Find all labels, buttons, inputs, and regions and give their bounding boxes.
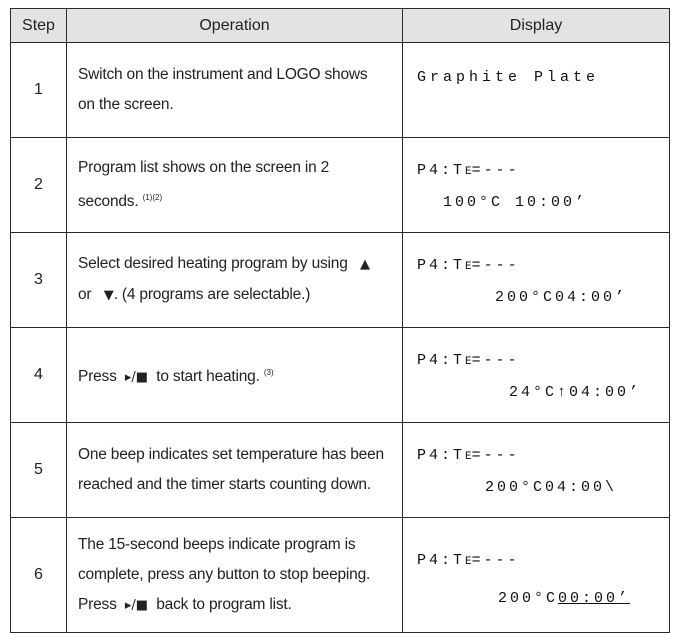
display-cell <box>403 423 670 518</box>
header-display: Display <box>403 9 670 43</box>
display-cell <box>403 138 670 233</box>
display-line: P4:TE=--- <box>417 162 520 179</box>
operation-text: reached and the timer starts counting down. <box>78 476 371 493</box>
display-line: P4:TE=--- <box>417 257 520 274</box>
table-row <box>11 328 670 423</box>
operation-cell <box>67 233 403 328</box>
table-row <box>11 518 670 633</box>
operation-text: The 15-second beeps indicate program is <box>78 535 356 553</box>
footnote-ref: (3) <box>263 367 274 377</box>
operation-text-wrap <box>78 183 394 217</box>
operation-cell <box>67 138 403 233</box>
display-line: 24°C↑04:00’ <box>509 384 642 401</box>
step-number: 5 <box>11 423 67 518</box>
down-arrow-icon: ▼ <box>103 288 114 303</box>
operation-cell <box>67 43 403 138</box>
display-line: 200°C04:00\ <box>485 479 618 496</box>
operation-text: complete, press any button to stop beeping. <box>78 565 371 583</box>
play-stop-icon: ▸/■ <box>124 369 149 385</box>
display-line: Graphite Plate <box>417 69 600 86</box>
header-row <box>11 9 670 43</box>
operation-cell <box>67 328 403 423</box>
up-arrow-icon: ▲ <box>359 257 370 272</box>
step-number: 6 <box>11 518 67 633</box>
table-row <box>11 423 670 518</box>
display-line: 100°C 10:00’ <box>443 194 588 211</box>
procedure-table <box>10 8 670 633</box>
display-cell <box>403 233 670 328</box>
display-line: P4:TE=--- <box>417 447 520 464</box>
header-step: Step <box>11 9 67 43</box>
step-number: 4 <box>11 328 67 423</box>
display-line: P4:TE=--- <box>417 352 520 369</box>
step-number: 1 <box>11 43 67 138</box>
operation-cell <box>67 423 403 518</box>
display-line: P4:TE=--- <box>417 552 520 569</box>
step-number: 2 <box>11 138 67 233</box>
operation-text: Switch on the instrument and LOGO shows <box>78 66 368 83</box>
display-line: 200°C04:00’ <box>495 289 628 306</box>
header-operation: Operation <box>67 9 403 43</box>
operation-text: on the screen. <box>78 96 174 113</box>
display-cell <box>403 518 670 633</box>
step-number: 3 <box>11 233 67 328</box>
display-cell <box>403 43 670 138</box>
display-cell <box>403 328 670 423</box>
footnote-ref: (1)(2) <box>142 193 163 202</box>
operation-text: One beep indicates set temperature has been <box>78 446 384 463</box>
underlined-time: 00:00’ <box>558 590 631 607</box>
operation-text-wrap: Press ▸/■ back to program list. <box>78 595 292 613</box>
play-stop-icon: ▸/■ <box>124 597 149 613</box>
table-row <box>11 43 670 138</box>
operation-cell <box>67 518 403 633</box>
operation-text: seconds. <box>78 193 139 210</box>
operation-text-wrap: or ▼. (4 programs are selectable.) <box>78 286 311 303</box>
operation-text-wrap: Press ▸/■ to start heating. $^{(3)}$ <box>78 367 274 385</box>
table-row <box>11 233 670 328</box>
operation-text: Program list shows on the screen in 2 <box>78 159 330 176</box>
table-row <box>11 138 670 233</box>
operation-text-wrap: Select desired heating program by using ▲ <box>78 255 370 272</box>
display-line: 200°C00:00’ <box>498 590 631 607</box>
